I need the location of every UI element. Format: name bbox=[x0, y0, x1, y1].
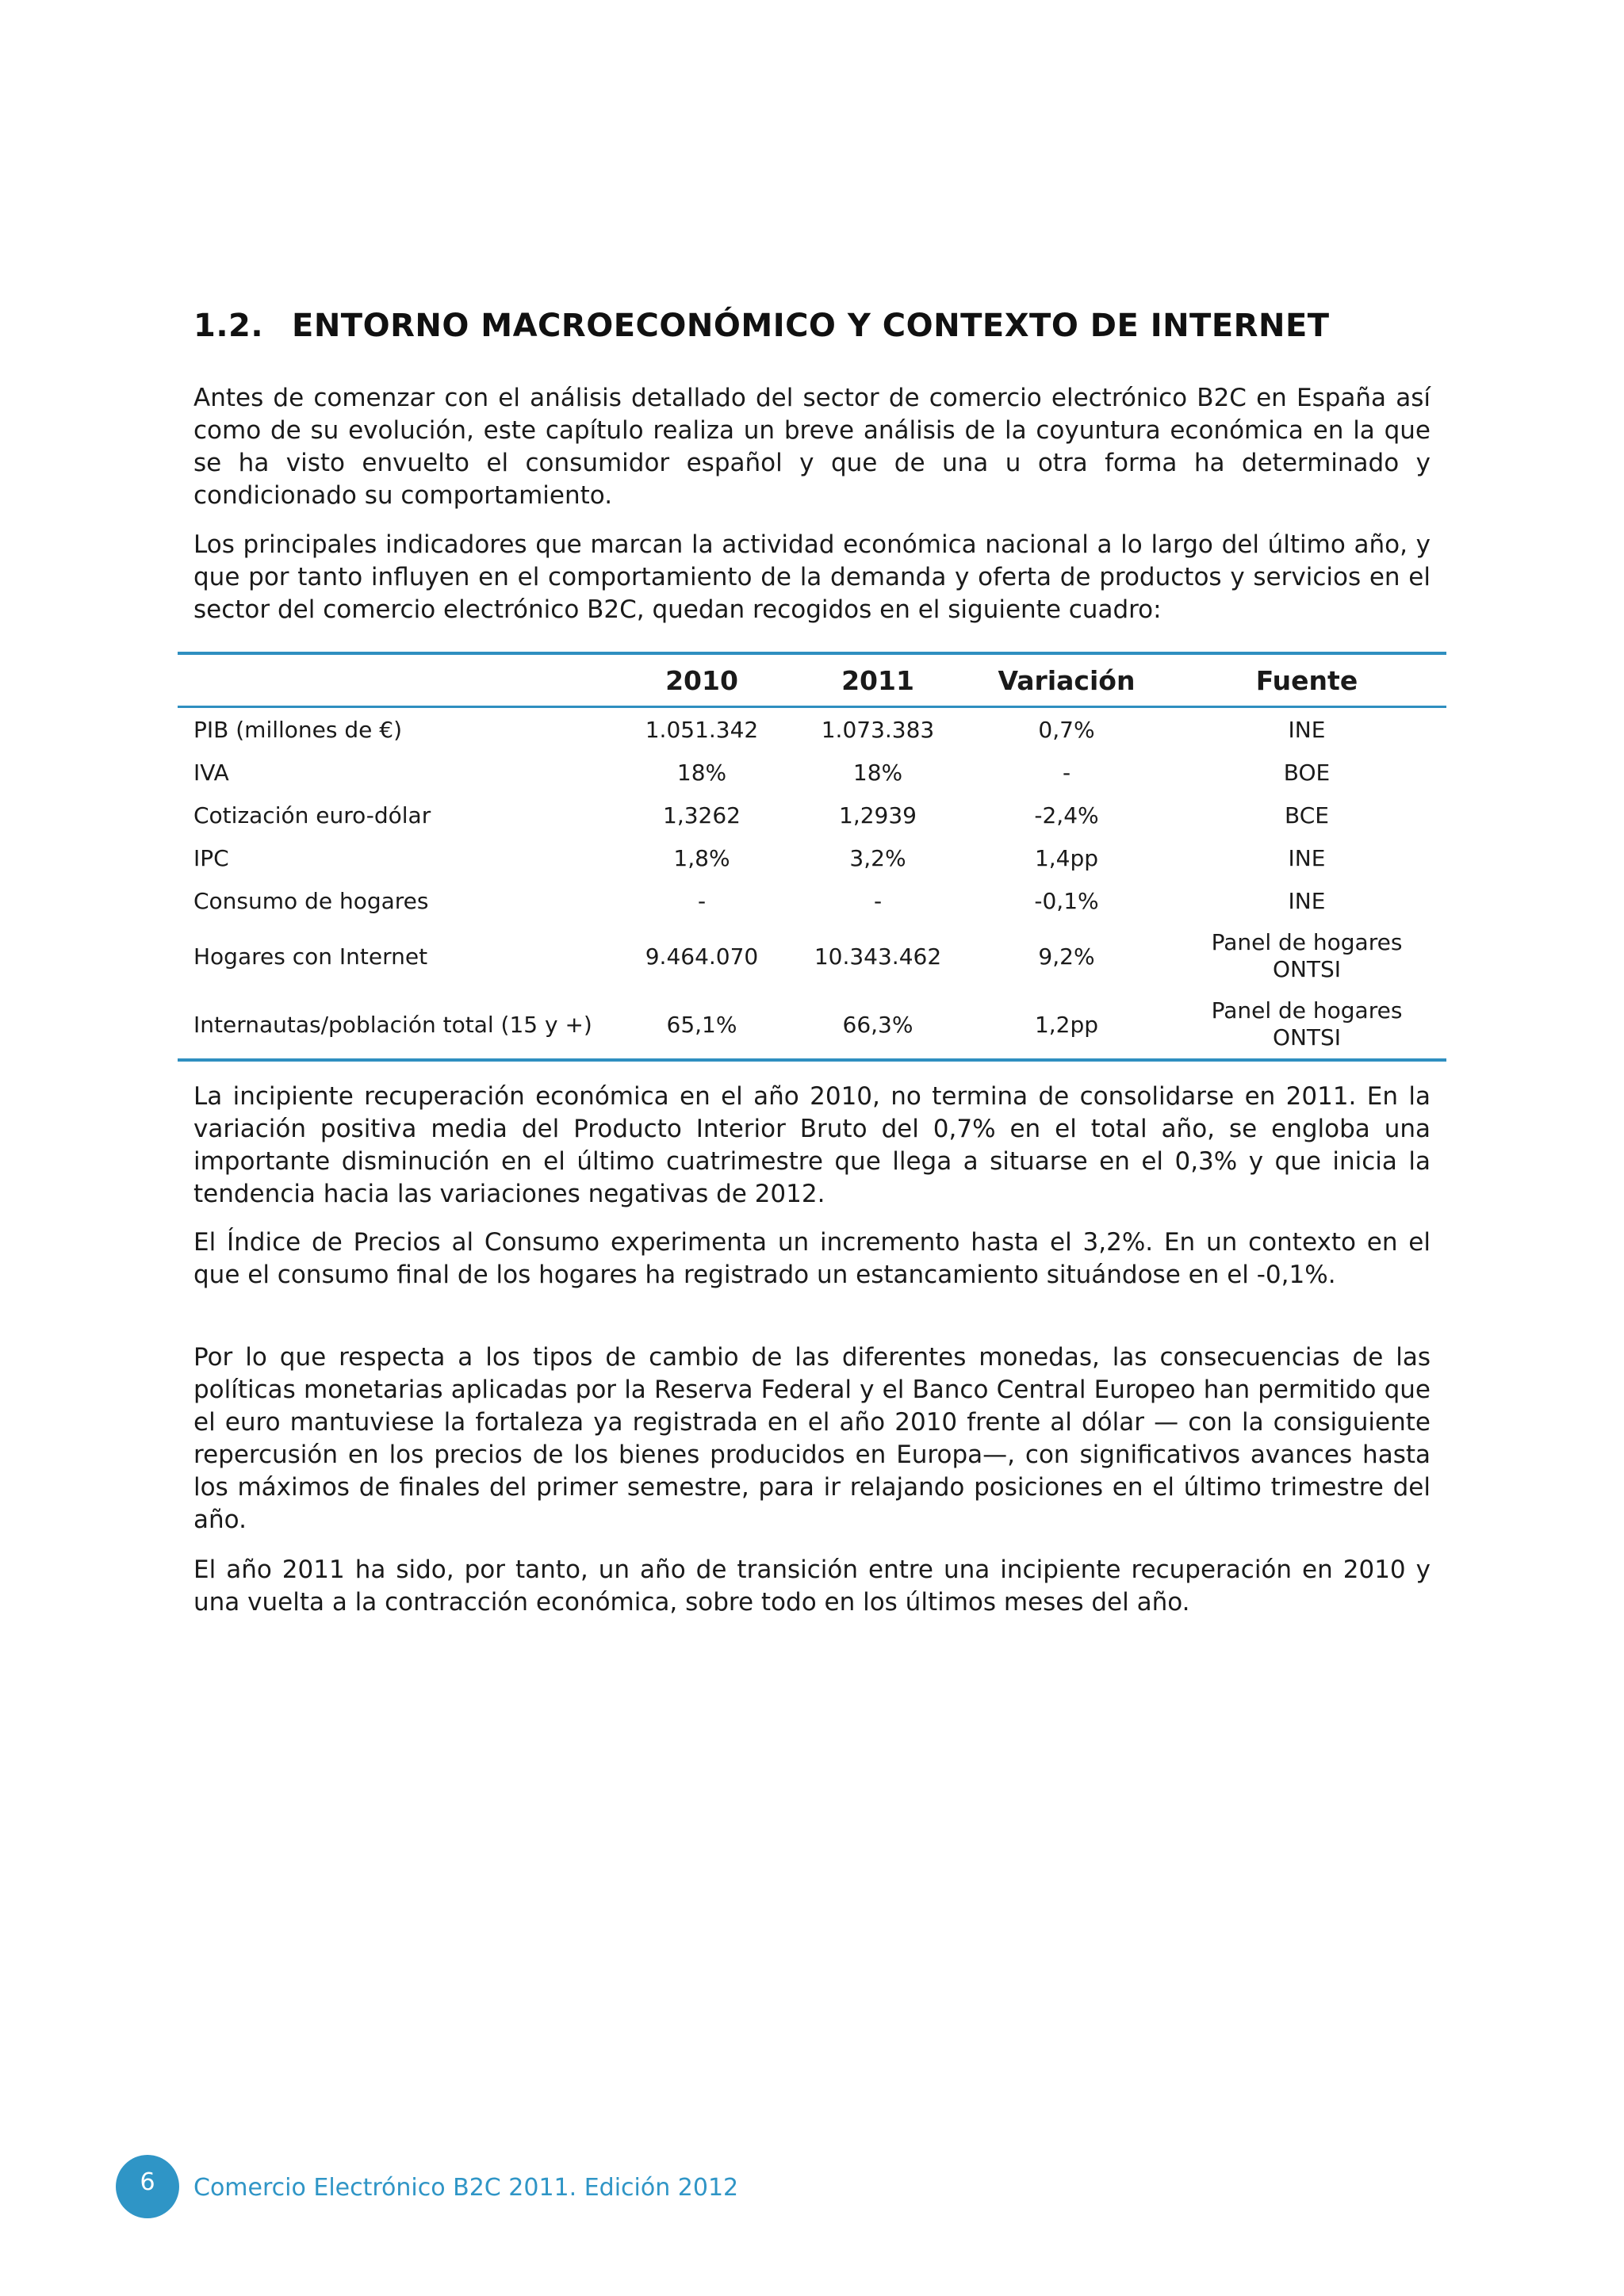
cell-2011: 10.343.462 bbox=[814, 943, 942, 970]
table-row bbox=[178, 922, 1446, 990]
indicators-table bbox=[178, 652, 1446, 1062]
cell-2010: 18% bbox=[676, 759, 727, 786]
cell-variacion: 9,2% bbox=[1038, 943, 1095, 970]
header-fuente: Fuente bbox=[1167, 653, 1446, 707]
cell-2011: 3,2% bbox=[849, 844, 906, 871]
footer-title: Comercio Electrónico B2C 2011. Edición 2012 bbox=[193, 2174, 739, 2202]
cell-2010: 9.464.070 bbox=[645, 943, 759, 970]
cell-2011: 1,2939 bbox=[839, 802, 917, 828]
row-label: Internautas/población total (15 y +) bbox=[193, 1011, 592, 1038]
table-row bbox=[178, 990, 1446, 1060]
cell-variacion: 0,7% bbox=[1038, 716, 1095, 743]
cell-fuente: INE bbox=[1288, 844, 1326, 871]
cell-fuente bbox=[1167, 990, 1446, 1060]
cell-2011: 1.073.383 bbox=[821, 716, 935, 743]
paragraph-exchange: Por lo que respecta a los tipos de cambio de las diferentes monedas, las consecuencias de las políticas monetarias aplicadas por la Reserva Federal y el Banco Central Europeo han permitido que el euro mantuviese la fortaleza ya registrada en el año 2010 frente al dólar — con la consiguiente repercusión en los precios de los bienes producidos en Europa—, con significativos avances hasta los máximos de finales del primer semestre, para ir relajando posiciones en el último trimestre del año. bbox=[193, 1343, 1431, 1534]
header-2010: 2010 bbox=[614, 653, 790, 707]
fuente-line-1: Panel de hogares bbox=[1211, 997, 1403, 1024]
section-heading bbox=[193, 308, 1431, 344]
cell-2010: 1,8% bbox=[673, 844, 730, 871]
indicators-table-container bbox=[178, 652, 1446, 1062]
header-variacion: Variación bbox=[966, 653, 1167, 707]
cell-variacion: -0,1% bbox=[1034, 887, 1099, 914]
paragraph-intro: Antes de comenzar con el análisis detallado del sector de comercio electrónico B2C en España así como de su evolución, este capítulo realiza un breve análisis de la coyuntura económica en la que se ha visto envuelto el consumidor español y que de una u otra forma ha determinado y condicionado su comportamiento. bbox=[193, 384, 1431, 510]
cell-2011: - bbox=[873, 887, 883, 914]
table-row bbox=[178, 751, 1446, 794]
cell-2010: 1,3262 bbox=[663, 802, 741, 828]
cell-2010: 65,1% bbox=[666, 1011, 737, 1038]
page-number-badge: 6 bbox=[116, 2155, 179, 2218]
header-2011: 2011 bbox=[790, 653, 966, 707]
paragraph-ipc: El Índice de Precios al Consumo experimenta un incremento hasta el 3,2%. En un contexto en el que el consumo final de los hogares ha registrado un estancamiento situándose en el -0,1%. bbox=[193, 1228, 1431, 1289]
table-row bbox=[178, 794, 1446, 836]
cell-2010: 1.051.342 bbox=[645, 716, 759, 743]
cell-2010: - bbox=[697, 887, 707, 914]
cell-2011: 18% bbox=[852, 759, 903, 786]
section-number: 1.2. bbox=[193, 308, 264, 344]
table-header-row bbox=[178, 653, 1446, 707]
table-row bbox=[178, 836, 1446, 879]
fuente-line-2: ONTSI bbox=[1272, 1024, 1342, 1050]
cell-variacion: 1,2pp bbox=[1034, 1011, 1099, 1038]
header-indicator bbox=[178, 653, 614, 707]
paragraph-recovery: La incipiente recuperación económica en el año 2010, no termina de consolidarse en 2011. En la variación positiva media del Producto Interior Bruto del 0,7% en el total año, se engloba una importante disminución en el último cuatrimestre que llega a situarse en el 0,3% y que inicia la tendencia hacia las variaciones negativas de 2012. bbox=[193, 1082, 1431, 1208]
cell-variacion: -2,4% bbox=[1034, 802, 1099, 828]
row-label: PIB (millones de €) bbox=[193, 716, 403, 743]
table-row bbox=[178, 707, 1446, 752]
cell-2011: 66,3% bbox=[842, 1011, 914, 1038]
paragraph-indicators: Los principales indicadores que marcan la actividad económica nacional a lo largo del último año, y que por tanto influyen en el comportamiento de la demanda y oferta de productos y servicios en el sector del comercio electrónico B2C, quedan recogidos en el siguiente cuadro: bbox=[193, 530, 1431, 624]
cell-fuente: BCE bbox=[1285, 802, 1329, 828]
cell-variacion: - bbox=[1062, 759, 1071, 786]
fuente-line-2: ONTSI bbox=[1272, 956, 1342, 982]
cell-fuente: INE bbox=[1288, 887, 1326, 914]
paragraph-conclusion: El año 2011 ha sido, por tanto, un año de transición entre una incipiente recuperación en 2010 y una vuelta a la contracción económica, sobre todo en los últimos meses del año. bbox=[193, 1556, 1431, 1617]
cell-fuente: BOE bbox=[1283, 759, 1331, 786]
section-title: ENTORNO MACROECONÓMICO Y CONTEXTO DE INTERNET bbox=[292, 308, 1330, 344]
row-label: Hogares con Internet bbox=[193, 943, 428, 970]
row-label: Cotización euro-dólar bbox=[193, 802, 431, 828]
row-label: IPC bbox=[193, 844, 229, 871]
cell-fuente: INE bbox=[1288, 716, 1326, 743]
table-row bbox=[178, 879, 1446, 922]
row-label: Consumo de hogares bbox=[193, 887, 429, 914]
cell-fuente bbox=[1167, 922, 1446, 990]
cell-variacion: 1,4pp bbox=[1034, 844, 1099, 871]
fuente-line-1: Panel de hogares bbox=[1211, 929, 1403, 955]
row-label: IVA bbox=[193, 759, 229, 786]
